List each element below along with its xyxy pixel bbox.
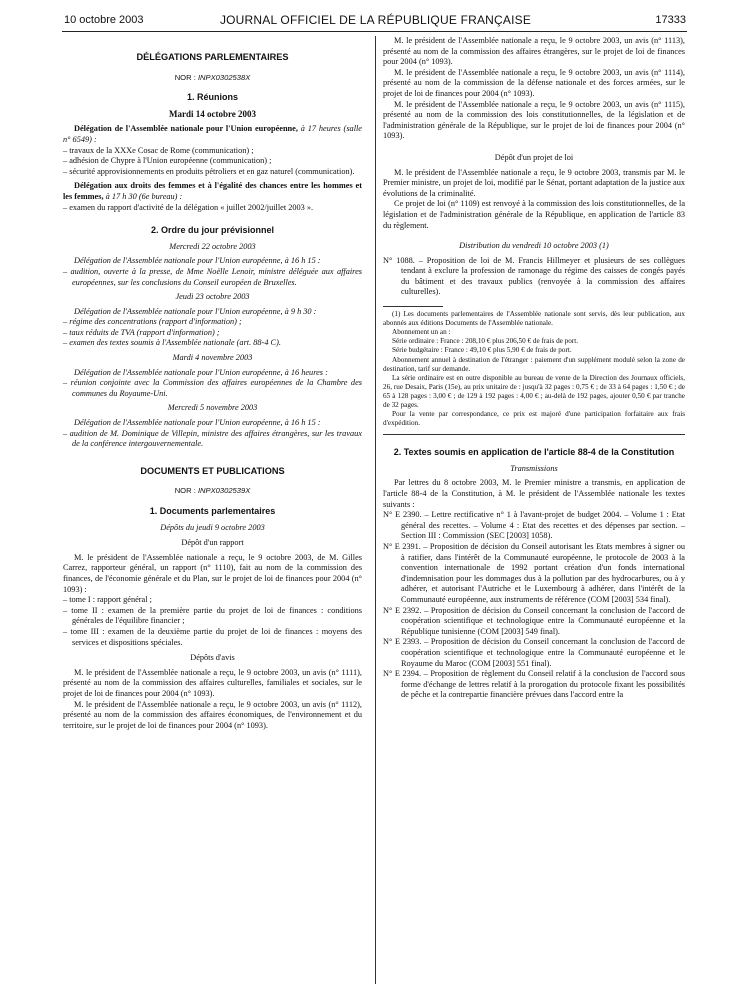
list-item: – audition de M. Dominique de Villepin, ministre des affaires étrangères, sur les travaux de la conférence intergouvernementale. <box>63 428 362 449</box>
nor-reference: NOR : INPX0302538X <box>174 72 251 82</box>
list-item: – sécurité approvisionnements en produits pétroliers et en gaz naturel (communication). <box>63 166 355 176</box>
header-rule <box>62 31 687 32</box>
agenda-delegation: Délégation de l'Assemblée nationale pour l'Union européenne, à 16 h 15 : <box>74 418 321 428</box>
footnote-text: La série ordinaire est en outre disponible au bureau de vente de la Direction des Journaux officiels, 26, rue Desaix, Paris (15e), au prix unitaire de : jusqu'à 32 pages : 0,75 € ; de 33 à 64 pages : 1,50 € ; de 65 à 128 pages : 3,00 € ; de 129 à 192 pages : 4,00 € ; au-delà de 192 pages, ajouter 0,50 € par tranche de 32 pages. <box>383 373 685 409</box>
heading-ordre-du-jour: 2. Ordre du jour prévisionnel <box>150 225 275 236</box>
agenda-date: Mercredi 5 novembre 2003 <box>167 403 258 413</box>
list-item: – audition, ouverte à la presse, de Mme Noëlle Lenoir, ministre déléguée aux affaires européennes, sur les conclusions du Conseil européen de Bruxelles. <box>63 266 362 287</box>
agenda-delegation: Délégation de l'Assemblée nationale pour l'Union européenne, à 16 h 15 : <box>74 256 321 266</box>
header-page-number: 17333 <box>655 14 686 26</box>
left-column <box>63 36 362 731</box>
projet-paragraph: M. le président de l'Assemblée nationale a reçu, le 9 octobre 2003, transmis par M. le Premier ministre, un projet de loi, modifié par le Sénat, portant adaptation de la justice aux évolutions de la criminalité. <box>383 167 685 198</box>
agenda-delegation: Délégation de l'Assemblée nationale pour l'Union européenne, à 9 h 30 : <box>74 306 317 316</box>
avis-paragraph: M. le président de l'Assemblée nationale a reçu, le 9 octobre 2003, un avis (n° 1115), présenté au nom de la commission des lois constitutionnelles, de la législation et de l'administration générale de la République, sur le projet de loi de finances pour 2004 (n° 1093). <box>383 99 685 141</box>
delegation-femmes-heading: Délégation aux droits des femmes et à l'égalité des chances entre les hommes et les femmes, à 17 h 30 (6e bureau) : <box>63 181 362 201</box>
texte-entry: N° E 2392. – Proposition de décision du Conseil concernant la conclusion de l'accord de coopération scientifique et technologique entre la Communauté européenne et la République tunisienne (COM [2003] 549 final). <box>383 605 685 636</box>
transmissions-intro: Par lettres du 8 octobre 2003, M. le Premier ministre a transmis, en application de l'article 88-4 de la Constitution, à M. le président de l'Assemblée nationale les textes suivants : <box>383 478 685 509</box>
avis-paragraph: M. le président de l'Assemblée nationale a reçu, le 9 octobre 2003, un avis (n° 1113), présenté au nom de la commission des affaires étrangères, sur le projet de loi de finances pour 2004 (n° 1093). <box>383 36 685 67</box>
avis-paragraph: M. le président de l'Assemblée nationale a reçu, le 9 octobre 2003, un avis (n° 1111), présenté au nom de la commission des affaires culturelles, familiales et sociales, sur le projet de loi de finances pour 2004 (n° 1093). <box>63 667 362 698</box>
list-item: – travaux de la XXXe Cosac de Rome (communication) ; <box>63 145 254 155</box>
footnote-text: Série budgétaire : France : 49,10 € plus 5,90 € de frais de port. <box>392 346 572 355</box>
footnote-text: (1) Les documents parlementaires de l'Assemblée nationale sont servis, dès leur publication, aux abonnés aux éditions Documents de l'Assemblée nationale. <box>383 310 685 328</box>
delegation-femmes-agenda <box>63 203 362 214</box>
transmissions-heading: Transmissions <box>510 463 558 473</box>
list-item: – tome III : examen de la deuxième partie du projet de loi de finances : moyens des services et dispositions spéciales. <box>63 626 362 647</box>
right-column <box>383 36 685 701</box>
heading-documents-parlementaires: 1. Documents parlementaires <box>149 506 276 516</box>
footnote-text: Abonnement un an : <box>392 328 451 337</box>
header-title: JOURNAL OFFICIEL DE LA RÉPUBLIQUE FRANÇAISE <box>219 13 532 27</box>
meeting-date: Mardi 14 octobre 2003 <box>168 108 257 119</box>
section-title-documents: DOCUMENTS ET PUBLICATIONS <box>140 465 285 476</box>
list-item: – adhésion de Chypre à l'Union européenne (communication) ; <box>63 156 272 166</box>
agenda-items <box>63 267 362 288</box>
list-item: – tome II : examen de la première partie du projet de loi de finances : conditions générales de l'équilibre financier ; <box>63 605 362 626</box>
agenda-date: Jeudi 23 octobre 2003 <box>175 292 250 302</box>
header-date: 10 octobre 2003 <box>64 14 144 26</box>
footnote-text: Série ordinaire : France : 208,10 € plus 206,50 € de frais de port. <box>392 337 579 346</box>
footnote-text: Abonnement annuel à destination de l'étranger : paiement d'un supplément modulé selon la zone de destination, tarif sur demande. <box>383 355 685 373</box>
heading-textes-soumis: 2. Textes soumis en application de l'article 88-4 de la Constitution <box>393 447 675 458</box>
agenda-date: Mardi 4 novembre 2003 <box>172 353 253 363</box>
list-item: – réunion conjointe avec la Commission des affaires européennes de la Chambre des communes du Royaume-Uni. <box>63 378 362 398</box>
texte-entry: N° E 2391. – Proposition de décision du Conseil autorisant les Etats membres à signer ou à ratifier, dans l'intérêt de la Communauté européenne, le protocole de 2003 à la convention internationale de 1992 portant création d'un fonds international d'indemnisation pour les dommages dus à la pollution par des hydrocarbures, ou à y adhérer, et autorisant l'Autriche et le Luxembourg à adhérer, dans l'intérêt de la Communauté européenne, aux instruments de référence (COM [2003] 534 final). <box>383 542 685 604</box>
list-item: – taux réduits de TVA (rapport d'information) ; <box>63 327 220 337</box>
list-item: – examen du rapport d'activité de la délégation « juillet 2002/juillet 2003 ». <box>63 202 314 212</box>
avis-paragraph: M. le président de l'Assemblée nationale a reçu, le 9 octobre 2003, un avis (n° 1114), présenté au nom de la commission de la défense nationale et des forces armées, sur le projet de loi de finances pour 2004 (n° 1093). <box>383 67 685 98</box>
agenda-items <box>63 378 362 399</box>
avis-paragraph: M. le président de l'Assemblée nationale a reçu, le 9 octobre 2003, un avis (n° 1112), présenté au nom de la commission des affaires économiques, de l'environnement et du territoire, sur le projet de loi de finances pour 2004 (n° 1093). <box>63 699 362 730</box>
rapport-text: M. le président de l'Assemblée nationale a reçu, le 9 octobre 2003, de M. Gilles Carrez, rapporteur général, un rapport (n° 1110), fait au nom de la commission des finances, de l'économie générale et du Plan, sur le projet de loi de finances pour 2004 (n° 1093) : <box>63 552 362 594</box>
section-title-delegations: DÉLÉGATIONS PARLEMENTAIRES <box>136 52 289 62</box>
list-item: – tome I : rapport général ; <box>63 595 152 605</box>
projet-paragraph: Ce projet de loi (n° 1109) est renvoyé à la commission des lois constitutionnelles, de la législation et de l'administration générale de la République, en application de l'article 83 du règlement. <box>383 199 685 230</box>
subheading-depot-projet: Dépôt d'un projet de loi <box>494 152 574 162</box>
heading-reunions: 1. Réunions <box>186 92 238 103</box>
nor-reference: NOR : INPX0302539X <box>174 486 251 496</box>
footnote-rule <box>383 306 443 307</box>
column-divider <box>375 36 376 984</box>
distribution-heading: Distribution du vendredi 10 octobre 2003 (1) <box>459 241 609 251</box>
subheading-depot-rapport: Dépôt d'un rapport <box>181 538 244 548</box>
page-header <box>0 0 751 30</box>
subheading-depots-avis: Dépôts d'avis <box>190 653 235 663</box>
agenda-items <box>63 429 362 450</box>
texte-entry: N° E 2394. – Proposition de règlement du Conseil relatif à la conclusion de l'accord sous forme d'échange de lettres relatif à la prorogation du protocole fixant les possibilités de pêche et la contrepartie financière prévues dans l'accord entre la <box>383 669 685 700</box>
agenda-date: Mercredi 22 octobre 2003 <box>169 241 256 251</box>
footnote <box>383 310 685 428</box>
list-item: – régime des concentrations (rapport d'information) ; <box>63 317 242 327</box>
agenda-delegation: Délégation de l'Assemblée nationale pour l'Union européenne, à 16 heures : <box>74 367 328 377</box>
list-item: – examen des textes soumis à l'Assemblée nationale (art. 88-4 C). <box>63 338 281 348</box>
texte-entry: N° E 2390. – Lettre rectificative n° 1 à l'avant-projet de budget 2004. – Volume 1 : Etat général des recettes. – Volume 4 : Etat des recettes et des dépenses par section. – Section III : Commission (SEC [2003] 1058). <box>383 510 685 541</box>
delegation-ue-agenda <box>63 146 362 178</box>
distribution-entry: N° 1088. – Proposition de loi de M. Francis Hillmeyer et plusieurs de ses collègues tendant à exclure la profession de ramonage du régime des caisses de congés payés du bâtiment et des travaux publics (renvoyée à la commission des affaires culturelles). <box>383 255 685 297</box>
depots-date: Dépôts du jeudi 9 octobre 2003 <box>160 522 265 532</box>
texte-entry: N° E 2393. – Proposition de décision du Conseil concernant la conclusion de l'accord de coopération scientifique et technologique entre la Communauté européenne et le Royaume du Maroc (COM [2003] 551 final). <box>383 637 685 668</box>
delegation-ue-heading: Délégation de l'Assemblée nationale pour l'Union européenne, à 17 heures (salle n° 6549) : <box>63 124 362 144</box>
rapport-tomes <box>63 595 362 648</box>
footnote-text: Pour la vente par correspondance, ce prix est majoré d'une participation forfaitaire aux frais d'expédition. <box>383 410 685 428</box>
agenda-items <box>63 317 362 349</box>
